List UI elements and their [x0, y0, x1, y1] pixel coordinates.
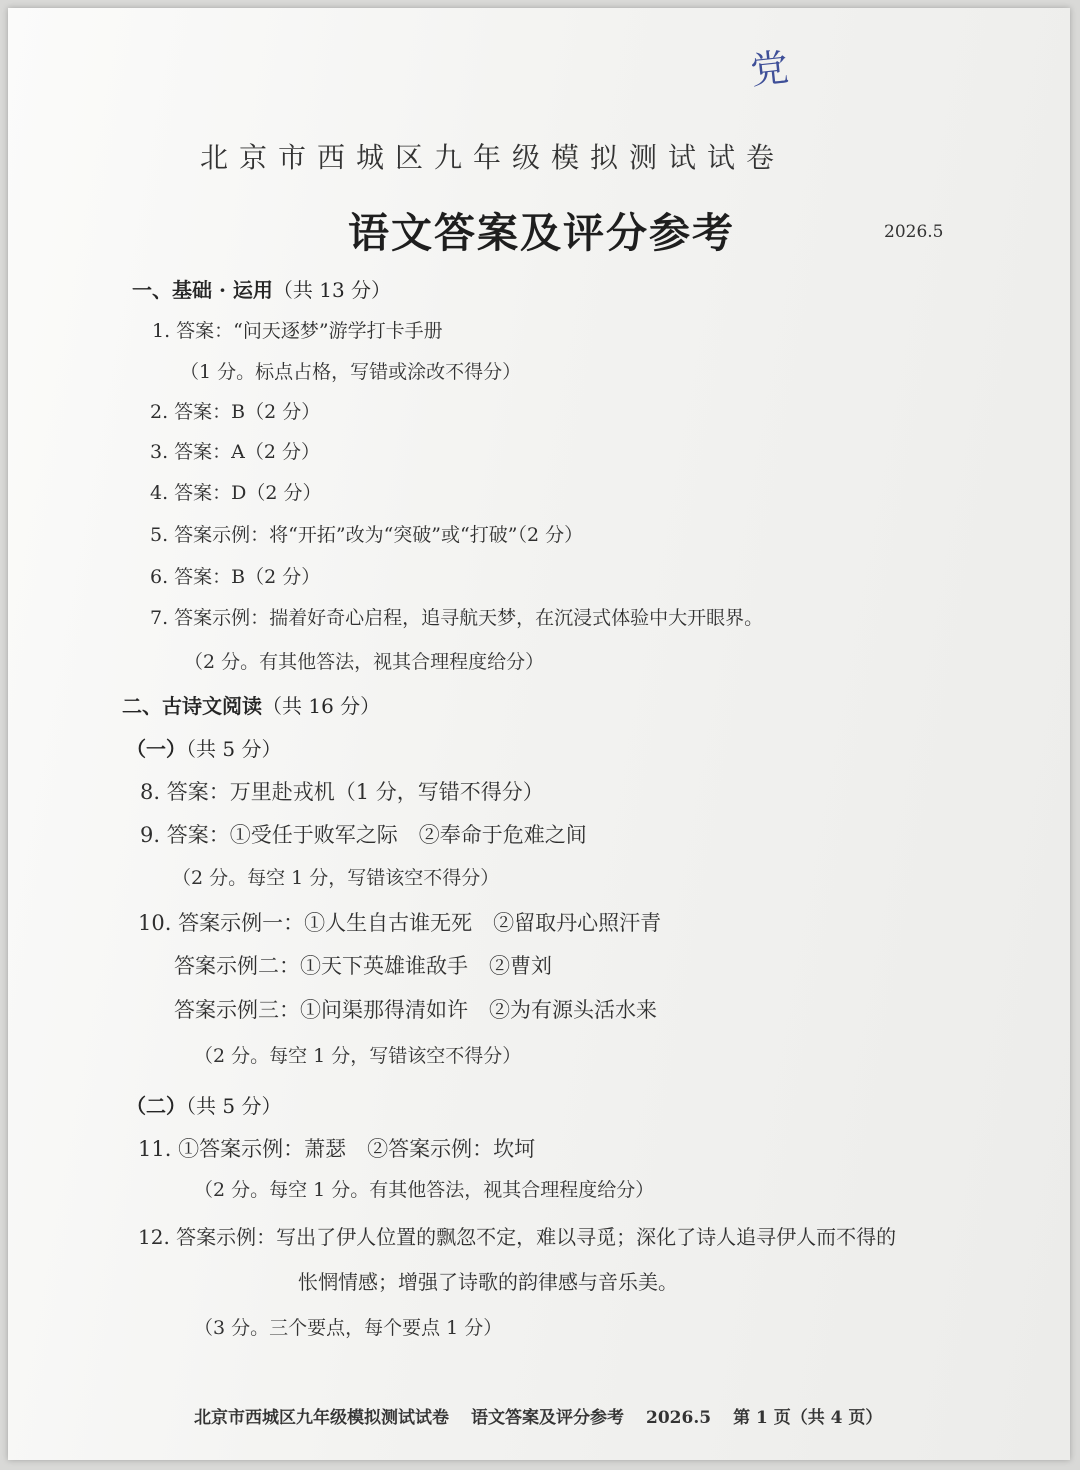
answer-q2: 2. 答案：B（2 分）	[150, 401, 321, 423]
section-points: （共 13 分）	[272, 278, 392, 302]
subsection-points: （共 5 分）	[186, 737, 282, 761]
section-title: 二、古诗文阅读	[122, 694, 262, 718]
answer-q11: 11. ①答案示例：萧瑟 ②答案示例：坎坷	[138, 1137, 536, 1161]
answer-q5: 5. 答案示例：将“开拓”改为“突破”或“打破”（2 分）	[150, 524, 584, 546]
exam-title: 北京市西城区九年级模拟测试试卷	[200, 141, 786, 174]
answer-q4: 4. 答案：D（2 分）	[150, 482, 322, 504]
section-points: （共 16 分）	[262, 694, 381, 718]
answer-q9: 9. 答案：①受任于败军之际 ②奉命于危难之间	[140, 823, 587, 847]
footer-date: 2026.5	[646, 1408, 712, 1428]
footer-subject: 语文答案及评分参考	[471, 1408, 624, 1428]
subsection-title: （一）	[126, 737, 186, 761]
footer-exam: 北京市西城区九年级模拟测试试卷	[194, 1408, 449, 1428]
page-footer	[194, 1403, 904, 1428]
document-date: 2026.5	[884, 222, 944, 242]
scoring-note-q10: （2 分。每空 1 分，写错该空不得分）	[194, 1045, 522, 1067]
scoring-note-q12: （3 分。三个要点，每个要点 1 分）	[194, 1317, 503, 1339]
subsection-heading-1	[126, 733, 281, 762]
answer-q8: 8. 答案：万里赴戎机（1 分，写错不得分）	[140, 780, 544, 804]
answer-sheet-page	[8, 8, 1070, 1460]
answer-q10-example-1: 10. 答案示例一：①人生自古谁无死 ②留取丹心照汗青	[138, 911, 662, 935]
answer-q10-example-3: 答案示例三：①问渠那得清如许 ②为有源头活水来	[174, 998, 657, 1022]
handwritten-mark: 党	[748, 45, 791, 93]
subsection-points: （共 5 分）	[186, 1094, 282, 1118]
answer-q1: 1. 答案：“问天逐梦”游学打卡手册	[152, 320, 443, 342]
answer-q12-line-2: 怅惘情感；增强了诗歌的韵律感与音乐美。	[298, 1270, 678, 1294]
answer-q6: 6. 答案：B（2 分）	[150, 566, 321, 588]
answer-q3: 3. 答案：A（2 分）	[150, 441, 321, 463]
section-title: 一、基础 · 运用	[132, 278, 273, 302]
scoring-note-q7: （2 分。有其他答法，视其合理程度给分）	[184, 651, 545, 673]
document-title: 语文答案及评分参考	[348, 209, 735, 257]
subsection-title: （二）	[126, 1094, 186, 1118]
section-heading-basics	[132, 274, 391, 303]
answer-q7: 7. 答案示例：揣着好奇心启程，追寻航天梦，在沉浸式体验中大开眼界。	[150, 607, 764, 629]
section-heading-classics	[122, 690, 380, 719]
subsection-heading-2	[126, 1090, 281, 1119]
footer-page-number: 第 1 页（共 4 页）	[733, 1408, 883, 1428]
answer-q10-example-2: 答案示例二：①天下英雄谁敌手 ②曹刘	[174, 954, 552, 978]
scoring-note-q9: （2 分。每空 1 分，写错该空不得分）	[172, 867, 500, 889]
scoring-note-q1: （1 分。标点占格，写错或涂改不得分）	[180, 361, 522, 383]
scoring-note-q11: （2 分。每空 1 分。有其他答法，视其合理程度给分）	[194, 1179, 655, 1201]
answer-q12-line-1: 12. 答案示例：写出了伊人位置的飘忽不定，难以寻觅；深化了诗人追寻伊人而不得的	[138, 1225, 897, 1249]
